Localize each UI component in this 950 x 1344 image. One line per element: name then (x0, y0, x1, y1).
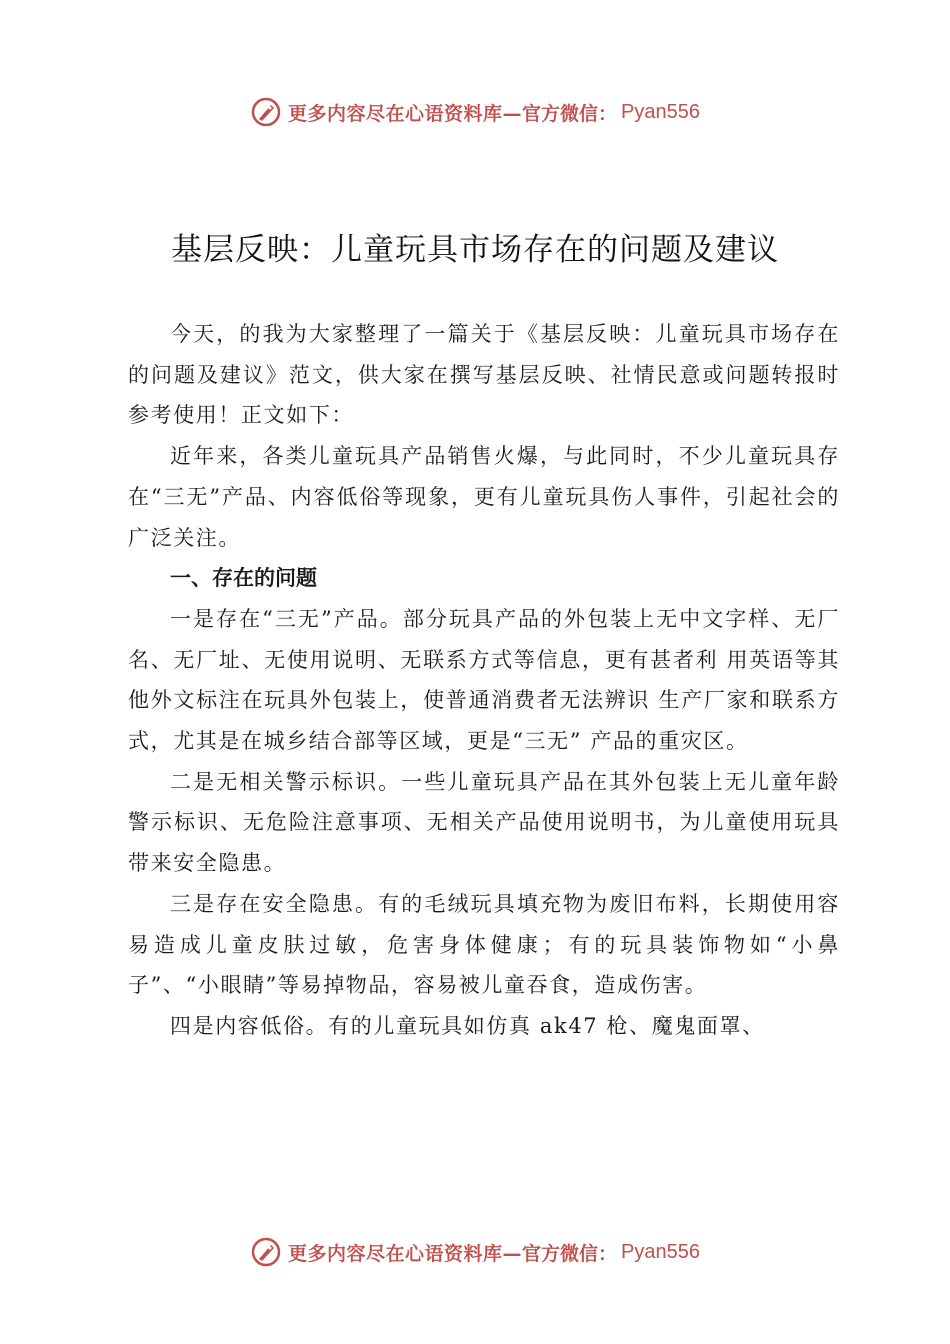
problem-item-4: 四是内容低俗。有的儿童玩具如仿真 ak47 枪、魔鬼面罩、 (170, 1013, 765, 1038)
intro-paragraph: 今天，的我为大家整理了一篇关于《基层反映：儿童玩具市场存在的问题及建议》范文，供大家在撰写基层反映、社情民意或问题转报时参考使用！正文如下： (128, 322, 840, 428)
problem-item-1: 一是存在“三无”产品。部分玩具产品的外包装上无中文字样、无厂名、无厂址、无使用说明、无联系方式等信息，更有甚者利 用英语等其他外文标注在玩具外包装上，使普通消费者无法辨识 生产厂家和联系方式，尤其是在城乡结合部等区域，更是“三无” 产品的重灾区。 (128, 606, 840, 754)
problem-item-3: 三是存在安全隐患。有的毛绒玩具填充物为废旧布料，长期使用容易造成儿童皮肤过敏，危害身体健康；有的玩具装饰物如“小鼻子”、“小眼睛”等易掉物品，容易被儿童吞食，造成伤害。 (128, 891, 840, 998)
paragraph-background: 近年来，各类儿童玩具产品销售火爆，与此同时，不少儿童玩具存在“三无”产品、内容低俗等现象，更有儿童玩具伤人事件，引起社会的广泛关注。 (128, 444, 840, 550)
pen-nib-icon (250, 1236, 282, 1268)
banner-text: 更多内容尽在心语资料库— (288, 1242, 523, 1265)
header-banner (0, 92, 950, 132)
document-title: 基层反映：儿童玩具市场存在的问题及建议 (171, 232, 779, 268)
banner-wechat-id: Pyan556 (621, 1240, 700, 1263)
banner-wechat-label: 官方微信： (522, 1242, 618, 1265)
section-heading-problems: 一、存在的问题 (170, 566, 317, 591)
footer-banner (0, 1232, 950, 1272)
document-body (128, 314, 840, 1047)
pen-nib-icon (250, 96, 282, 128)
banner-wechat-id: Pyan556 (621, 100, 700, 123)
banner-wechat-label: 官方微信： (522, 102, 618, 125)
banner-text: 更多内容尽在心语资料库— (288, 102, 523, 125)
problem-item-2: 二是无相关警示标识。一些儿童玩具产品在其外包装上无儿童年龄警示标识、无危险注意事项、无相关产品使用说明书，为儿童使用玩具带来安全隐患。 (128, 769, 840, 876)
